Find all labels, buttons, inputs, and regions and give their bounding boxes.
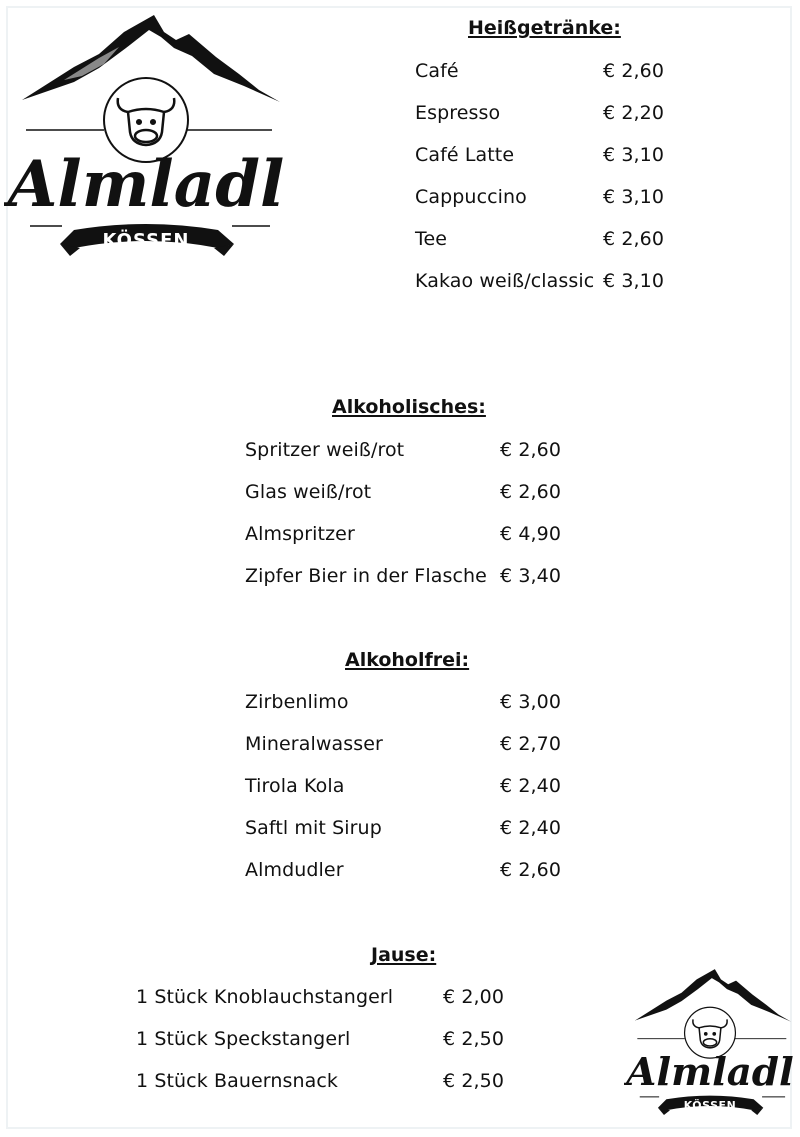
menu-item-price: € 3,10 — [603, 270, 665, 292]
menu-item-name: 1 Stück Bauernsnack — [136, 1070, 339, 1092]
menu-item-name: Café Latte — [415, 144, 515, 166]
section-title-alkoholfrei: Alkoholfrei: — [345, 649, 470, 671]
menu-item-name: Zirbenlimo — [245, 691, 349, 713]
menu-item-name: 1 Stück Speckstangerl — [136, 1028, 351, 1050]
menu-item-name: Café — [415, 60, 459, 82]
menu-item-price: € 2,00 — [443, 986, 505, 1008]
section-title-jause: Jause: — [371, 944, 437, 966]
menu-item-name: Almdudler — [245, 859, 344, 881]
section-title-alkoholisches: Alkoholisches: — [332, 396, 486, 418]
menu-item-price: € 2,60 — [603, 228, 665, 250]
menu-item-price: € 2,60 — [500, 439, 562, 461]
menu-item-price: € 2,40 — [500, 817, 562, 839]
menu-item-name: Tirola Kola — [245, 775, 345, 797]
menu-item-name: Cappuccino — [415, 186, 527, 208]
menu-item-name: Kakao weiß/classic — [415, 270, 595, 292]
menu-item-price: € 3,10 — [603, 186, 665, 208]
logo-graphic-top — [4, 12, 288, 272]
menu-item-price: € 4,90 — [500, 523, 562, 545]
menu-item-name: Zipfer Bier in der Flasche — [245, 565, 487, 587]
menu-item-name: Mineralwasser — [245, 733, 383, 755]
menu-item-price: € 3,10 — [603, 144, 665, 166]
menu-item-price: € 2,50 — [443, 1070, 505, 1092]
logo-location-text: KÖSSEN — [102, 230, 190, 251]
logo-graphic-bottom — [624, 966, 796, 1126]
almladl-logo-top — [4, 12, 288, 272]
section-title-heissgetraenke: Heißgetränke: — [468, 17, 621, 39]
logo-brand-text: Almladl — [626, 1049, 794, 1095]
menu-item-name: 1 Stück Knoblauchstangerl — [136, 986, 394, 1008]
menu-item-price: € 2,40 — [500, 775, 562, 797]
menu-item-price: € 3,40 — [500, 565, 562, 587]
logo-brand-text: Almladl — [7, 147, 285, 222]
menu-item-price: € 2,60 — [603, 60, 665, 82]
menu-item-price: € 2,20 — [603, 102, 665, 124]
menu-item-name: Glas weiß/rot — [245, 481, 372, 503]
almladl-logo-bottom — [624, 966, 796, 1126]
menu-item-name: Tee — [415, 228, 448, 250]
menu-item-name: Espresso — [415, 102, 501, 124]
logo-location-text: KÖSSEN — [683, 1098, 737, 1112]
menu-item-name: Almspritzer — [245, 523, 355, 545]
menu-item-name: Spritzer weiß/rot — [245, 439, 405, 461]
menu-item-price: € 2,50 — [443, 1028, 505, 1050]
menu-item-price: € 2,60 — [500, 859, 562, 881]
menu-item-price: € 2,60 — [500, 481, 562, 503]
menu-item-name: Saftl mit Sirup — [245, 817, 382, 839]
menu-item-price: € 2,70 — [500, 733, 562, 755]
menu-item-price: € 3,00 — [500, 691, 562, 713]
